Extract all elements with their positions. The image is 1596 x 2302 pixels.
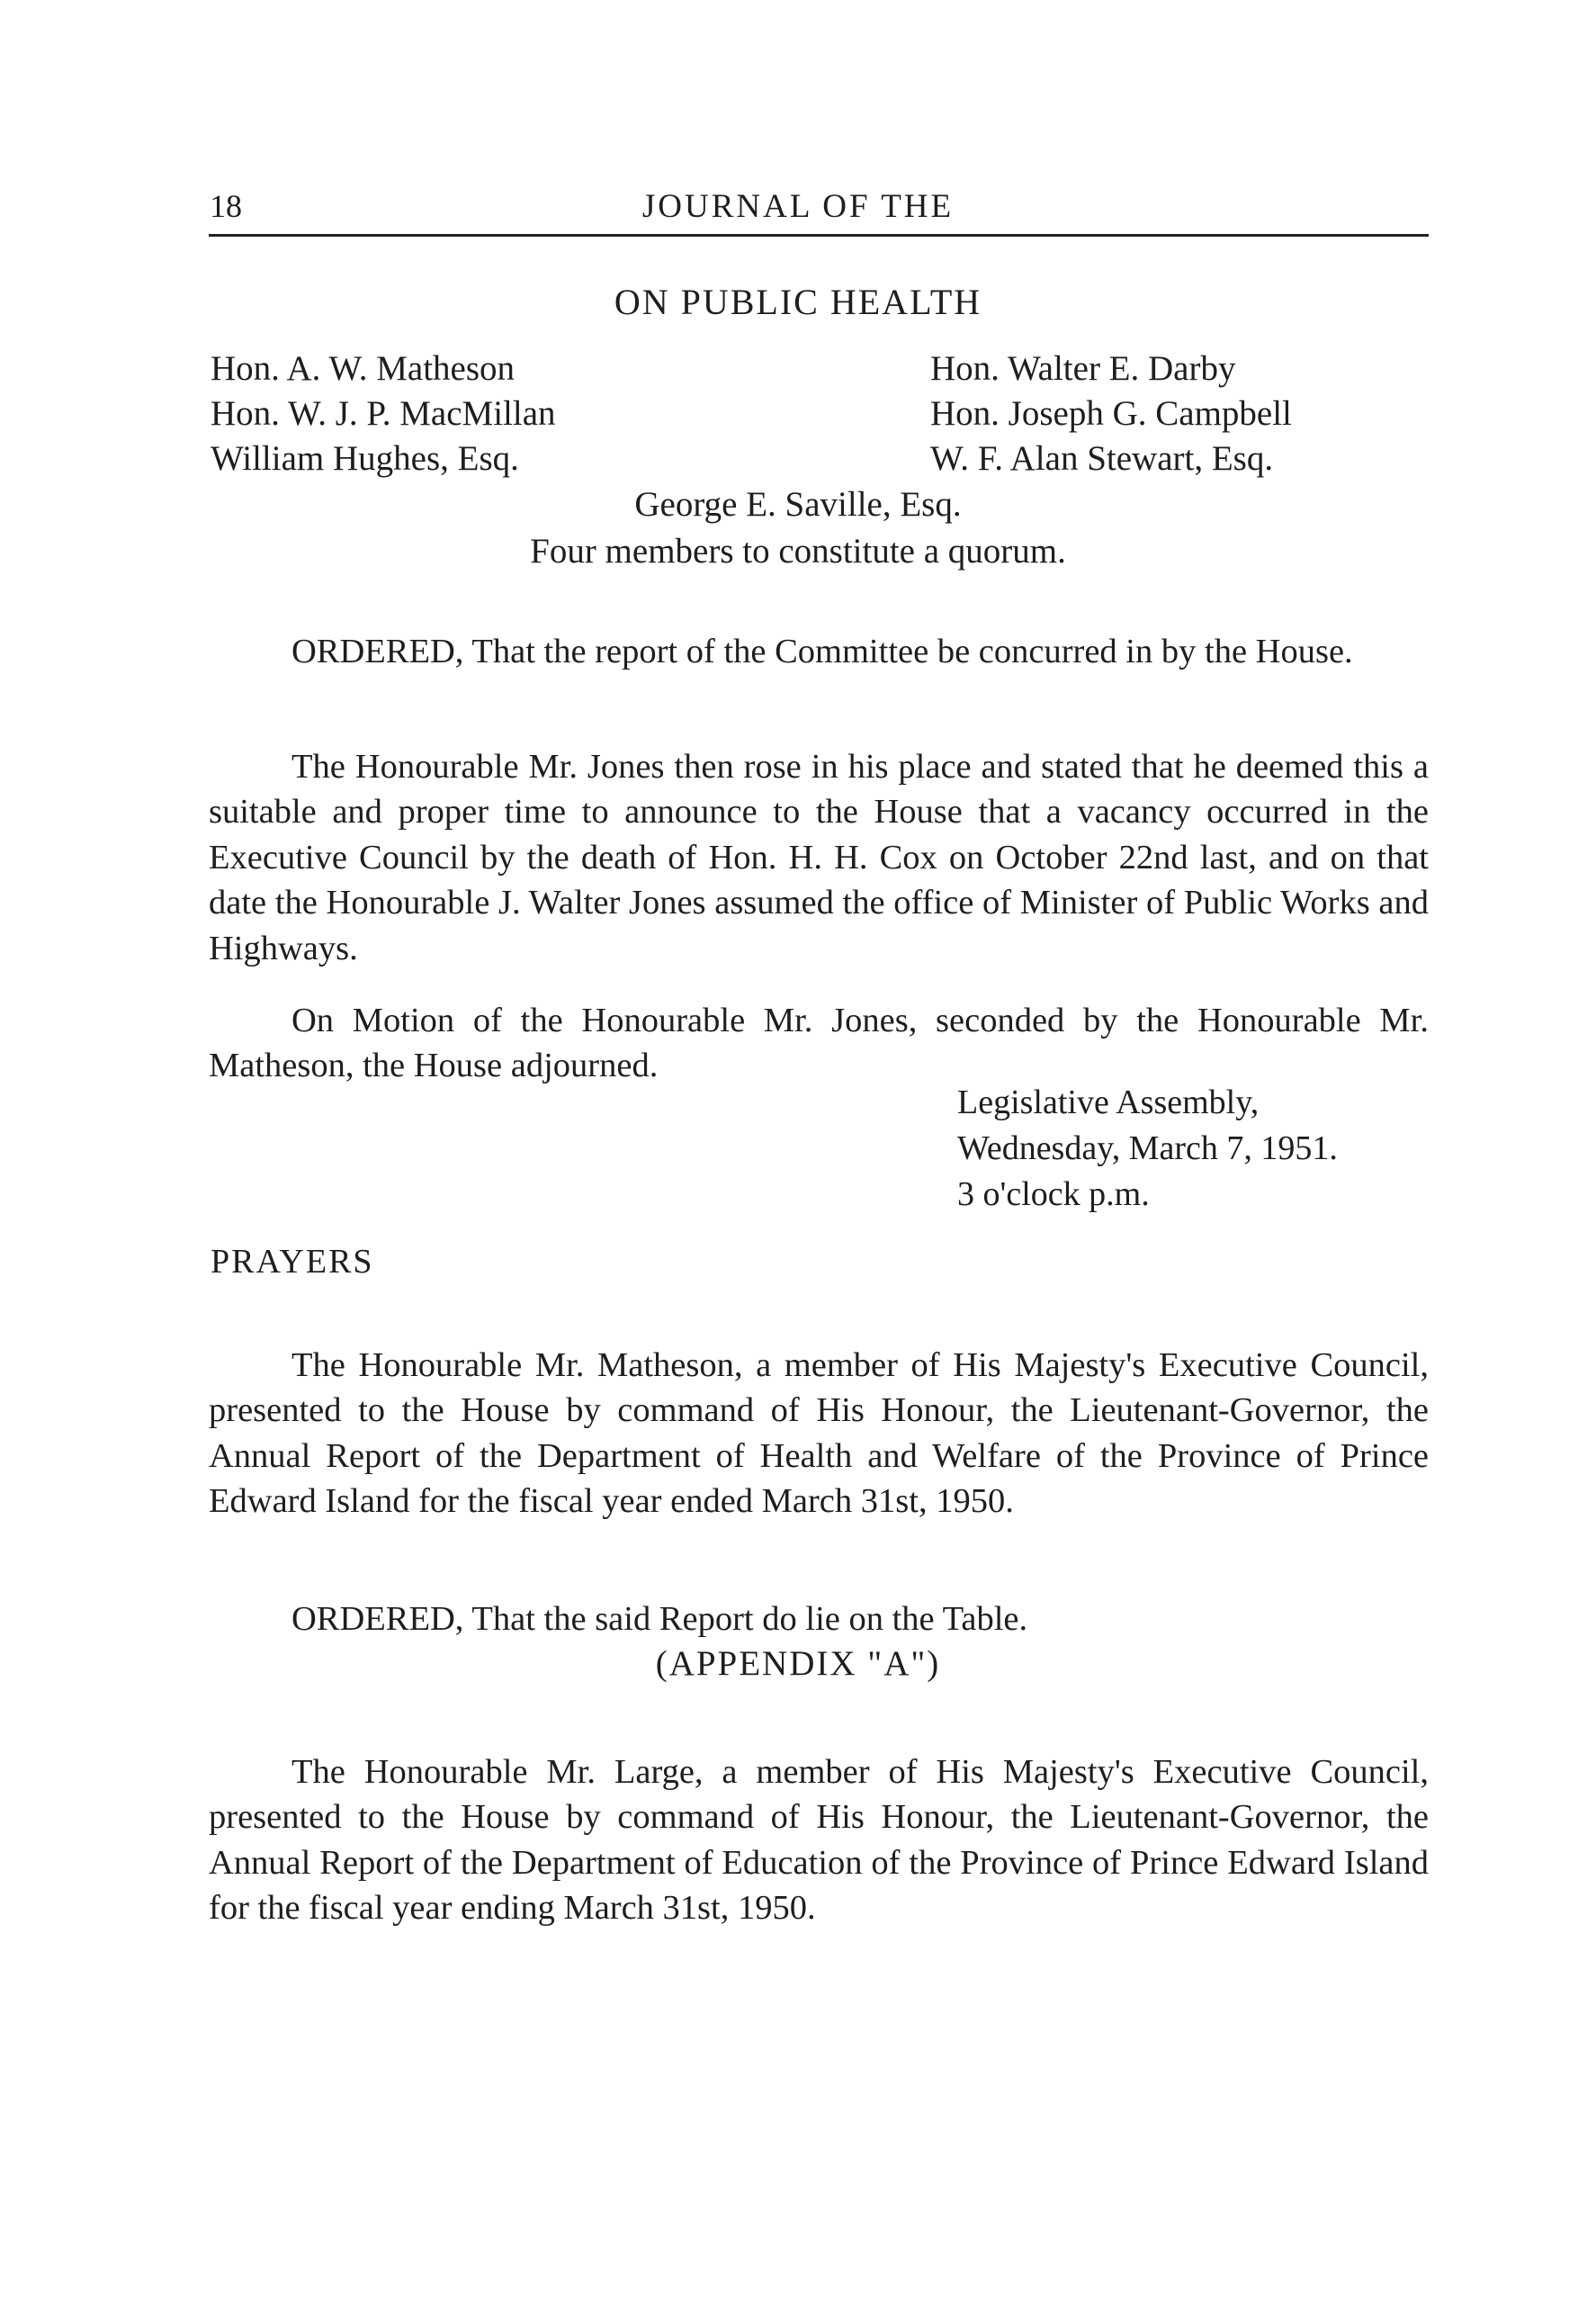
sitting-dateline — [957, 1080, 1338, 1218]
page-number: 18 — [210, 188, 242, 224]
header-divider — [209, 234, 1429, 237]
education-report-paragraph: The Honourable Mr. Large, a member of His Majesty's Executive Council, presented to the House by command of His Honour, the Lieutenant-Governor, the Annual Report of the Department of Education of the Province of Prince Edward Island for the fiscal year ending March 31st, 1950. — [209, 1752, 1429, 1927]
member-name: Hon. A. W. Matheson — [211, 349, 516, 388]
health-report-paragraph: The Honourable Mr. Matheson, a member of His Majesty's Executive Council, presented to the House by command of His Honour, the Lieutenant-Governor, the Annual Report of the Department of Health and Welfare of the Province of Prince Edward Island for the fiscal year ended March 31st, 1950. — [209, 1345, 1429, 1520]
dateline-time: 3 o'clock p.m. — [957, 1175, 1150, 1213]
adjourn-motion-paragraph: On Motion of the Honourable Mr. Jones, seconded by the Honourable Mr. Matheson, the House adjourned. — [209, 1001, 1429, 1084]
member-name: Hon. W. J. P. MacMillan — [211, 394, 556, 433]
dateline-assembly: Legislative Assembly, — [957, 1084, 1260, 1121]
ordered-table-paragraph: ORDERED, That the said Report do lie on the Table. — [291, 1599, 1028, 1638]
running-header-title: JOURNAL OF THE — [641, 188, 955, 225]
committee-title: ON PUBLIC HEALTH — [614, 282, 982, 322]
ordered-concur-paragraph: ORDERED, That the report of the Committee be concurred in by the House. — [291, 632, 1353, 670]
quorum-note: Four members to constitute a quorum. — [530, 532, 1066, 571]
member-name: Hon. Joseph G. Campbell — [930, 394, 1292, 433]
dateline-date: Wednesday, March 7, 1951. — [957, 1129, 1338, 1167]
member-name: Hon. Walter E. Darby — [930, 349, 1236, 388]
appendix-heading: (APPENDIX "A") — [655, 1644, 941, 1683]
member-name: William Hughes, Esq. — [211, 439, 519, 478]
jones-statement-paragraph: The Honourable Mr. Jones then rose in his place and stated that he deemed this a suitable and proper time to announce to the House that a vacancy occurred in the Executive Council by the death of Hon. H. H. Cox on October 22nd last, and on that date the Honourable J. Walter Jones assumed the office of Minister of Public Works and Highways. — [209, 747, 1429, 967]
prayers-heading: PRAYERS — [211, 1243, 374, 1281]
member-name: W. F. Alan Stewart, Esq. — [930, 439, 1274, 478]
members-right-column — [930, 346, 1292, 481]
members-left-column — [211, 346, 556, 481]
member-name-centered: George E. Saville, Esq. — [634, 485, 962, 524]
